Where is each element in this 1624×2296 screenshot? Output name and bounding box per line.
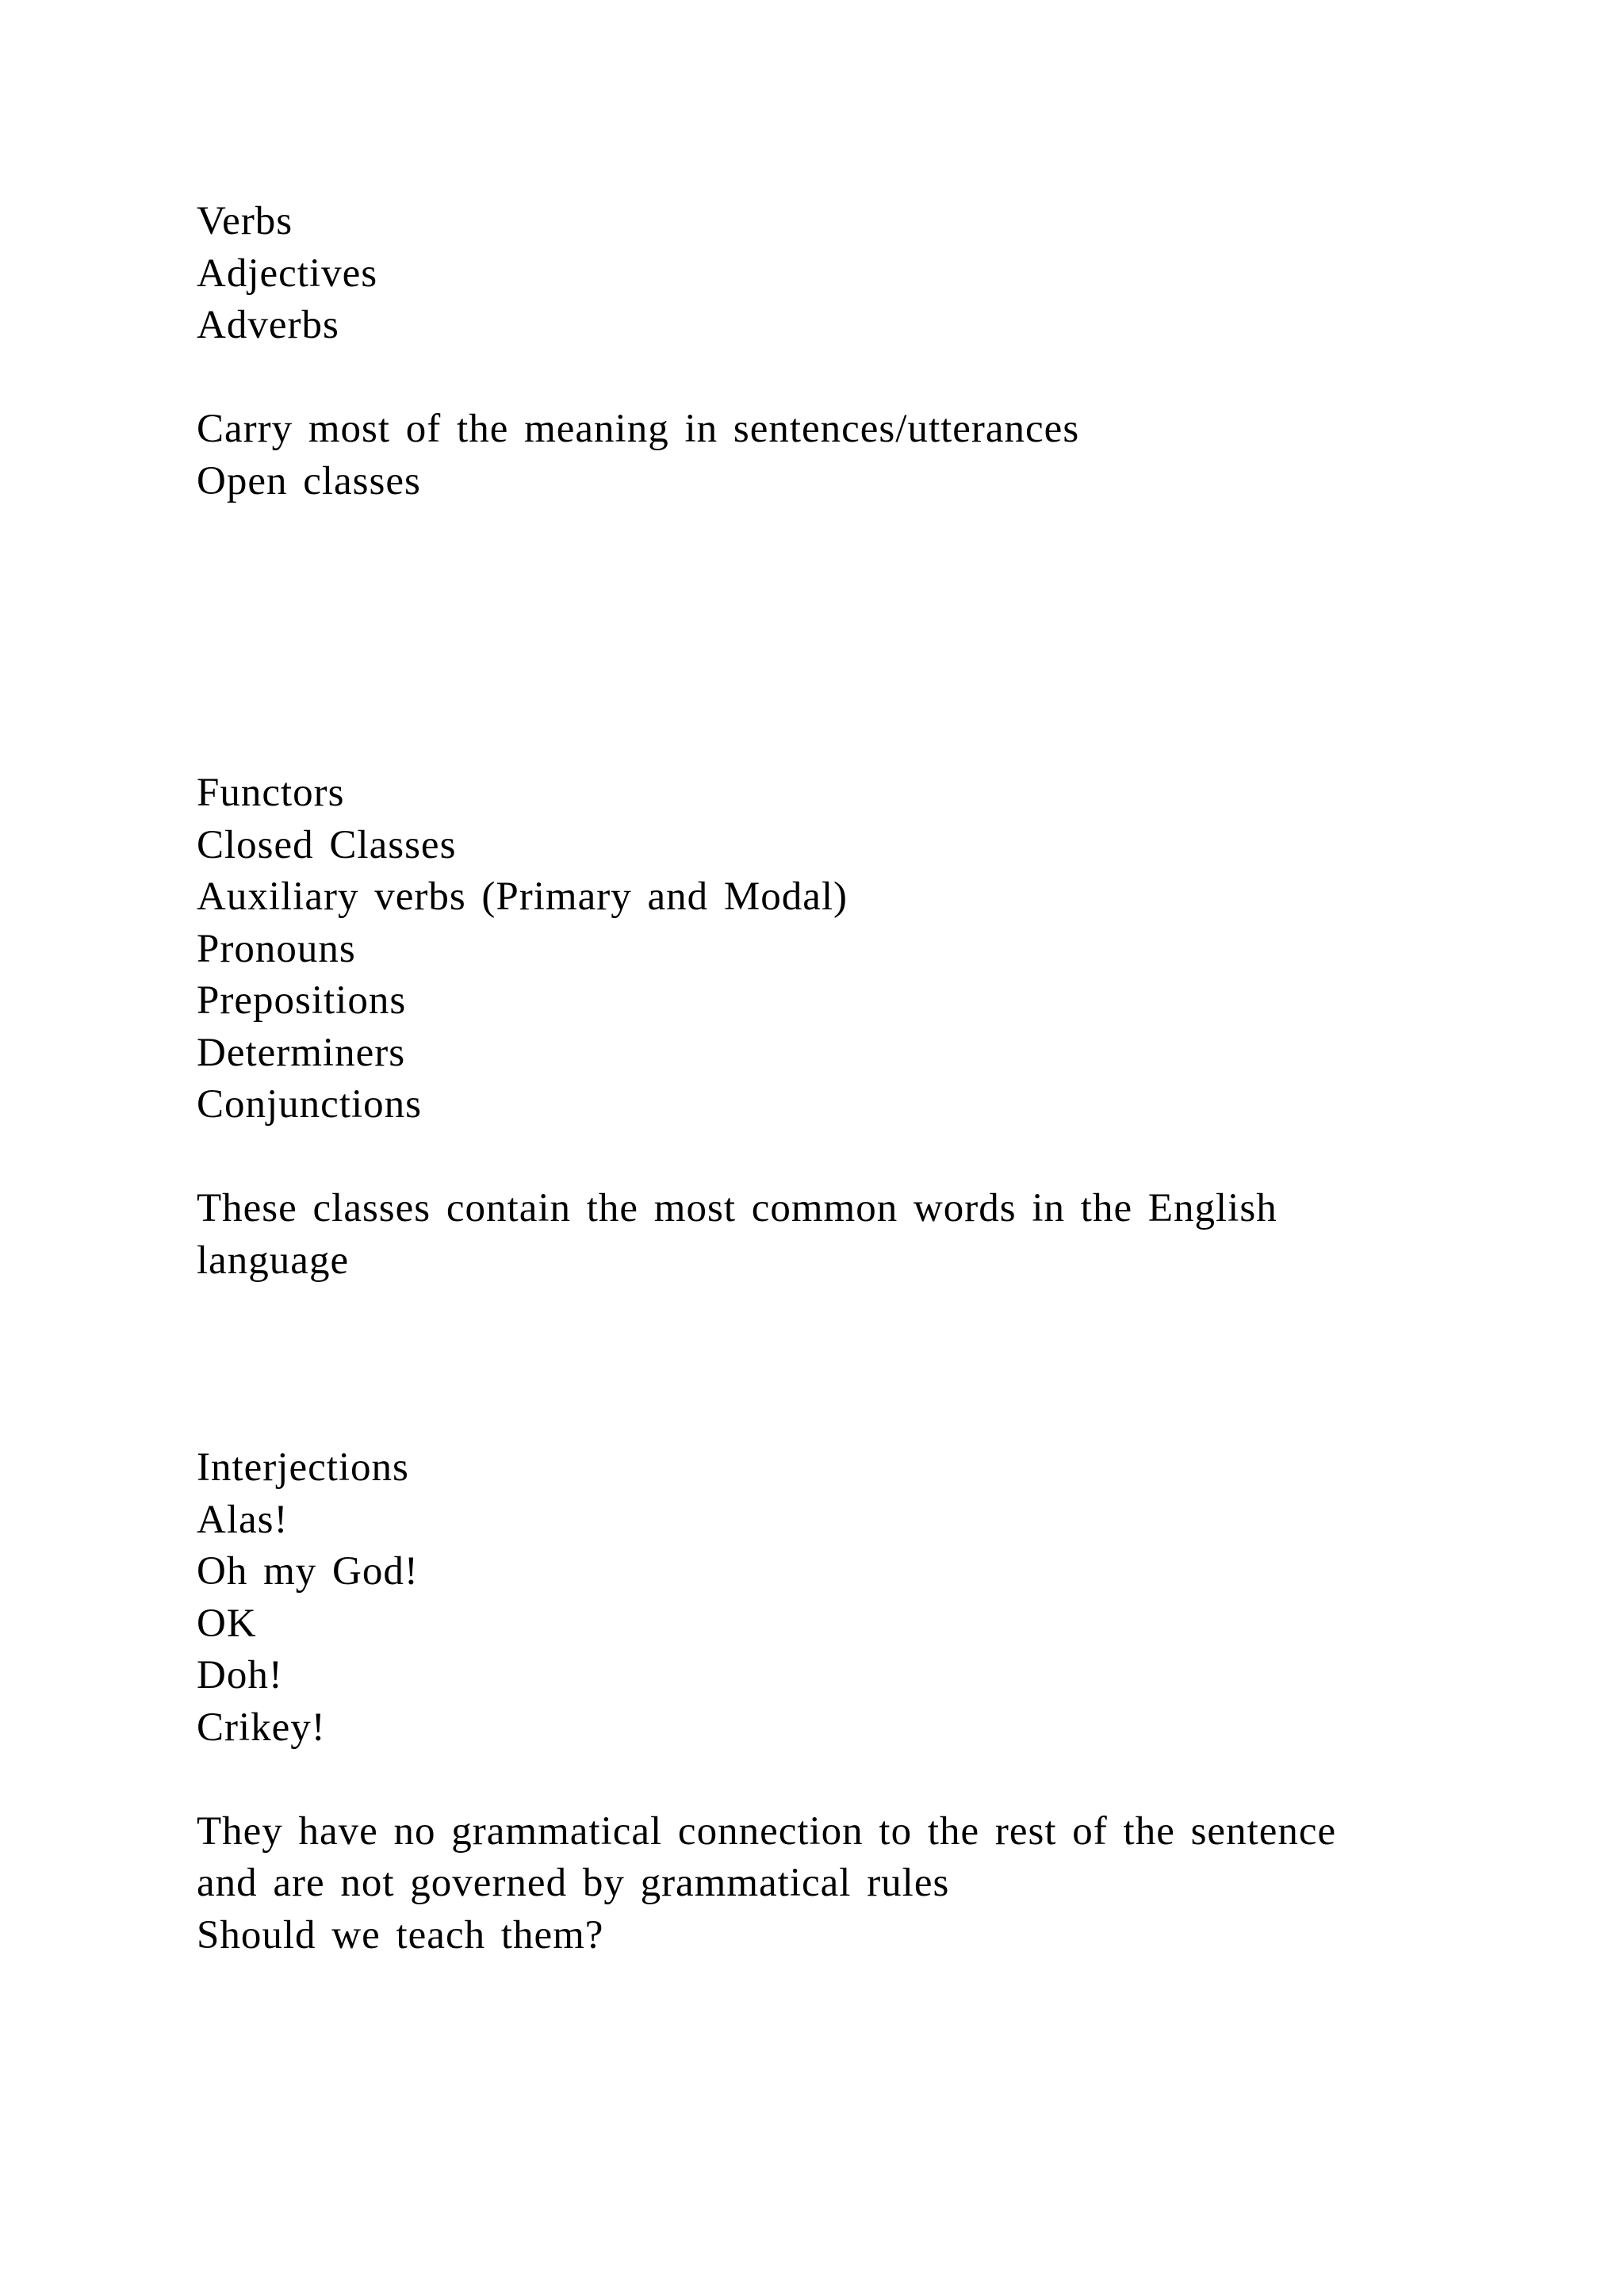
list-item: Crikey! bbox=[197, 1705, 326, 1750]
note-line: language bbox=[197, 1238, 350, 1283]
note-line: They have no grammatical connection to the rest of the sentence bbox=[197, 1808, 1337, 1854]
list-item: Interjections bbox=[197, 1445, 409, 1490]
list-item: Doh! bbox=[197, 1653, 283, 1697]
list-item: Adverbs bbox=[197, 303, 339, 347]
note-line: These classes contain the most common words in the English bbox=[197, 1186, 1277, 1230]
list-item: OK bbox=[197, 1601, 257, 1646]
paragraph-gap bbox=[197, 1131, 1529, 1184]
list-item: Pronouns bbox=[197, 926, 356, 971]
note-line: Should we teach them? bbox=[197, 1912, 604, 1957]
list-item: Alas! bbox=[197, 1497, 289, 1542]
list-item: Conjunctions bbox=[197, 1082, 423, 1127]
paragraph-gap bbox=[197, 1754, 1529, 1806]
list-item: Functors bbox=[197, 771, 345, 815]
function-words-section bbox=[197, 767, 1529, 1287]
paragraph-gap bbox=[197, 352, 1529, 404]
list-item: Auxiliary verbs (Primary and Modal) bbox=[197, 874, 848, 919]
list-item: Prepositions bbox=[197, 978, 407, 1023]
list-item: Closed Classes bbox=[197, 822, 457, 867]
note-line: and are not governed by grammatical rules bbox=[197, 1861, 950, 1905]
note-line: Open classes bbox=[197, 458, 421, 503]
note-line: Carry most of the meaning in sentences/utterances bbox=[197, 407, 1080, 451]
interjections-section bbox=[197, 1442, 1529, 1961]
content-words-section bbox=[197, 196, 1529, 507]
list-item: Determiners bbox=[197, 1030, 406, 1075]
list-item: Adjectives bbox=[197, 251, 378, 296]
list-item: Verbs bbox=[197, 199, 293, 243]
list-item: Oh my God! bbox=[197, 1549, 419, 1594]
